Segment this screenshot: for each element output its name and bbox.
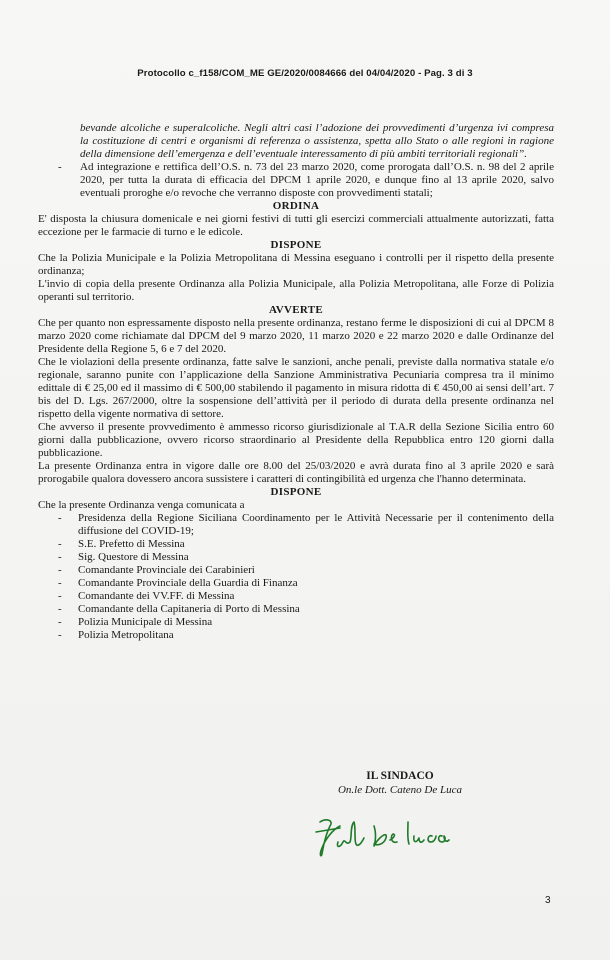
avverte-paragraph: Che avverso il presente provvedimento è ammesso ricorso giurisdizionale al T.A.R della Sezione Sicilia entro 60 giorni dalla pubblicazione, ovvero ricorso straordinario al Presidente della Repubblica entro 120 giorni dalla pubblicazione. xyxy=(38,421,554,459)
avverte-paragraph: Che per quanto non espressamente disposto nella presente ordinanza, restano ferme le disposizioni di cui al DPCM 8 marzo 2020 come richiamate dal DPCM del 9 marzo 2020, 11 marzo 2020 e 22 marzo 2020 e dalle Ordinanze del Presidente della Regione 5, 6 e 7 del 2020. xyxy=(38,317,554,355)
list-item xyxy=(38,616,554,629)
list-item xyxy=(38,603,554,616)
page-number: 3 xyxy=(545,895,551,906)
signer-name: On.le Dott. Cateno De Luca xyxy=(337,784,463,796)
heading-dispone-2: DISPONE xyxy=(270,486,322,498)
list-item-text: Comandante della Capitaneria di Porto di Messina xyxy=(78,603,300,615)
list-item xyxy=(38,564,554,577)
list-item-text: Polizia Municipale di Messina xyxy=(78,616,213,628)
ordina-text: E' disposta la chiusura domenicale e nei giorni festivi di tutti gli esercizi commerciali attualmente autorizzati, fatta eccezione per le farmacie di turno e le edicole. xyxy=(38,213,554,238)
recipient-list xyxy=(38,512,554,642)
protocol-header: Protocollo c_f158/COM_ME GE/2020/0084666 del 04/04/2020 - Pag. 3 di 3 xyxy=(137,68,473,79)
dispone-paragraph: L'invio di copia della presente Ordinanza alla Polizia Municipale, alla Polizia Metropolitana, alle Forze di Polizia operanti sul territorio. xyxy=(38,278,554,303)
dispone-paragraph: Che la Polizia Municipale e la Polizia Metropolitana di Messina eseguano i controlli per il rispetto della presente ordinanza; xyxy=(38,252,554,277)
list-item xyxy=(38,590,554,603)
avverte-paragraph: Che le violazioni della presente ordinanza, fatte salve le sanzioni, anche penali, previste dalla normativa statale e/o regionale, saranno punite con l’applicazione della Sanzione Amministrativa Pecuniaria compresa tra il minimo edittale di € 25,00 ed il massimo di € 500,00 stabilendo il pagamento in misura ridotta di € 450,00 ai sensi dell’art. 7 bis del D. Lgs. 267/2000, oltre la sospensione dell’attività per il periodo di durata della presente ordinanza nel rispetto della vigente normativa di settore. xyxy=(38,356,554,420)
handwritten-signature xyxy=(310,808,450,863)
bullet-marker: - xyxy=(58,603,62,615)
document-body xyxy=(38,122,554,642)
list-item xyxy=(38,629,554,642)
list-item-text: Comandante dei VV.FF. di Messina xyxy=(78,590,235,602)
signer-title: IL SINDACO xyxy=(366,770,434,782)
avverte-paragraph: La presente Ordinanza entra in vigore dalle ore 8.00 del 25/03/2020 e avrà durata fino al 3 aprile 2020 e sarà prorogabile qualora dovessero ancora sussistere i caratteri di contingibilità ed urgenza che l'hanno determinata. xyxy=(38,460,554,485)
list-item-text: Comandante Provinciale della Guardia di Finanza xyxy=(78,577,298,589)
heading-dispone-1: DISPONE xyxy=(270,239,322,251)
bullet-marker: - xyxy=(58,551,62,563)
list-item-text: Presidenza della Regione Siciliana Coordinamento per le Attività Necessarie per il contenimento della diffusione del COVID-19; xyxy=(78,512,554,537)
bullet-marker: - xyxy=(58,577,62,589)
dispone-intro: Che la presente Ordinanza venga comunicata a xyxy=(38,499,245,511)
bullet-marker: - xyxy=(58,564,62,576)
bullet-marker: - xyxy=(58,161,62,173)
bullet-marker: - xyxy=(58,512,62,524)
bullet-marker: - xyxy=(58,616,62,628)
bullet-marker: - xyxy=(58,629,62,641)
list-item xyxy=(38,538,554,551)
bullet-marker: - xyxy=(58,590,62,602)
list-item-text: Sig. Questore di Messina xyxy=(78,551,189,563)
list-item-text: Polizia Metropolitana xyxy=(78,629,174,641)
list-item xyxy=(38,577,554,590)
heading-avverte: AVVERTE xyxy=(268,304,324,316)
list-item-text: Comandante Provinciale dei Carabinieri xyxy=(78,564,255,576)
quoted-text: bevande alcoliche e superalcoliche. Negli altri casi l’adozione dei provvedimenti d’urgenza ivi compresa la costituzione di centri e organismi di referenza o assistenza, spetta allo Stato o alle regioni in ragione della dimensione dell’emergenza e dell’eventuale interessamento di più ambiti territoriali regionali”. xyxy=(80,122,554,160)
integration-text: Ad integrazione e rettifica dell’O.S. n. 73 del 23 marzo 2020, come prorogata dall’O.S. n. 98 del 2 aprile 2020, per tutta la durata di efficacia del DPCM 1 aprile 2020, e dunque fino al 13 aprile 2020, salvo eventuali proroghe e/o revoche che verranno disposte con provvedimenti statali; xyxy=(80,161,554,199)
list-item xyxy=(38,551,554,564)
heading-ordina: ORDINA xyxy=(272,200,320,212)
bullet-marker: - xyxy=(58,538,62,550)
signature-block xyxy=(300,770,500,796)
list-item-text: S.E. Prefetto di Messina xyxy=(78,538,185,550)
list-item xyxy=(38,512,554,538)
integration-bullet xyxy=(38,161,554,200)
